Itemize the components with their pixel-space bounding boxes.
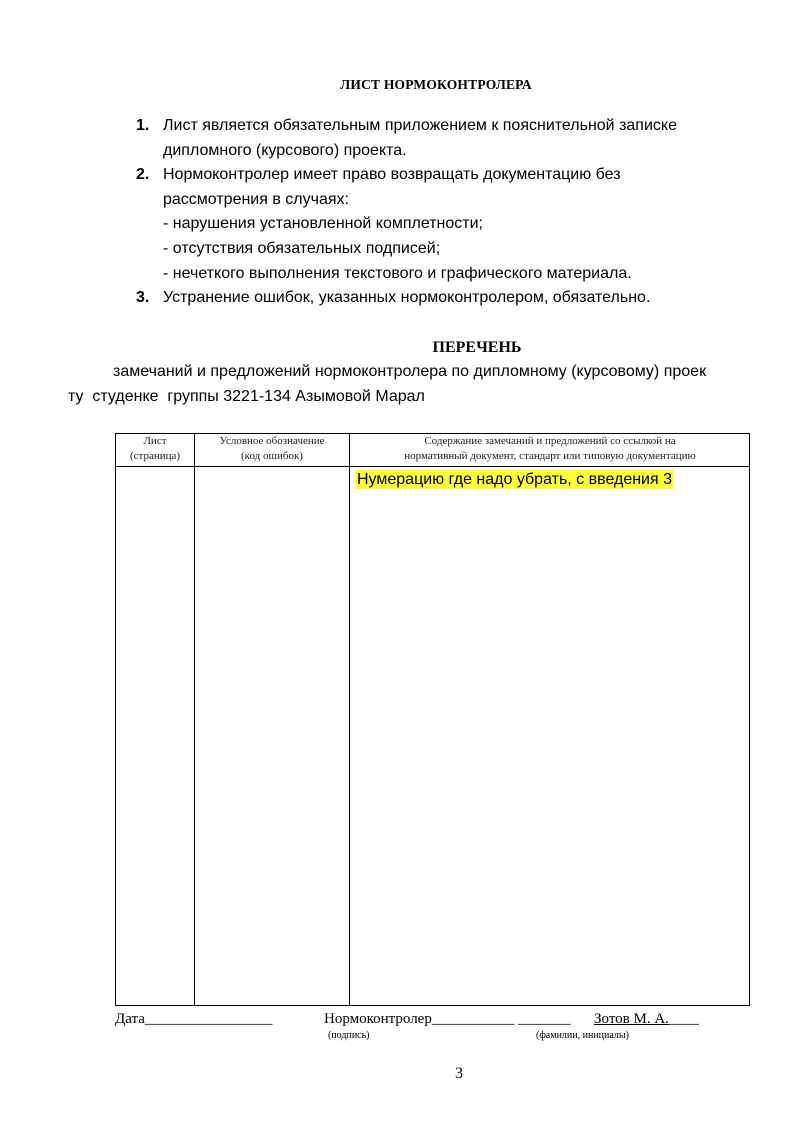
normocontroller-name: Зотов М. А.____ bbox=[594, 1011, 699, 1027]
header-code: Условное обозначение (код ошибок) bbox=[219, 435, 325, 462]
rule-subitem: - нарушения установленной комплетности; bbox=[163, 215, 483, 233]
column-divider bbox=[349, 434, 350, 1005]
rule-number: 1. bbox=[136, 117, 150, 134]
column-divider bbox=[194, 434, 195, 1005]
name-caption: (фамилии, инициалы) bbox=[536, 1030, 629, 1041]
rule-item-1 bbox=[136, 114, 756, 163]
rules-list bbox=[136, 114, 756, 311]
date-field: Дата_________________ bbox=[115, 1011, 273, 1027]
signature-caption: (подпись) bbox=[328, 1030, 370, 1041]
header-divider bbox=[116, 466, 749, 467]
rule-subitem: - отсутствия обязательных подписей; bbox=[163, 239, 441, 257]
header-page: Лист (страница) bbox=[129, 435, 181, 462]
page-number: 3 bbox=[455, 1065, 463, 1082]
rule-text: Устранение ошибок, указанных нормоконтролером, обязательно. bbox=[163, 289, 651, 307]
intro-line-2: ту студенке группы 3221-134 Азымовой Марал bbox=[68, 388, 425, 405]
highlighted-remark: Нумерацию где надо убрать, с введения 3 bbox=[357, 471, 672, 488]
rule-number: 2. bbox=[136, 166, 150, 184]
rule-text: рассмотрения в случаях: bbox=[163, 190, 349, 208]
section-title: ПЕРЕЧЕНЬ bbox=[432, 339, 522, 356]
intro-line-1: замечаний и предложений нормоконтролера по дипломному (курсовому) проек bbox=[113, 363, 707, 380]
rule-item-2 bbox=[136, 163, 756, 286]
remarks-table bbox=[115, 433, 750, 1006]
page-title: ЛИСТ НОРМОКОНТРОЛЕРА bbox=[340, 77, 532, 92]
normocontroller-field: Нормоконтролер___________ _______ bbox=[324, 1011, 571, 1027]
rule-number: 3. bbox=[136, 289, 150, 307]
rule-text: дипломного (курсового) проекта. bbox=[163, 141, 407, 159]
rule-subitem: - нечеткого выполнения текстового и графического материала. bbox=[163, 264, 632, 282]
rule-text: Нормоконтролер имеет право возвращать документацию без bbox=[163, 166, 621, 184]
rule-text: Лист является обязательным приложением к пояснительной записке bbox=[163, 117, 677, 134]
header-content: Содержание замечаний и предложений со ссылкой на нормативный документ, стандарт или типовую документацию bbox=[404, 435, 696, 462]
rule-item-3 bbox=[136, 286, 756, 311]
